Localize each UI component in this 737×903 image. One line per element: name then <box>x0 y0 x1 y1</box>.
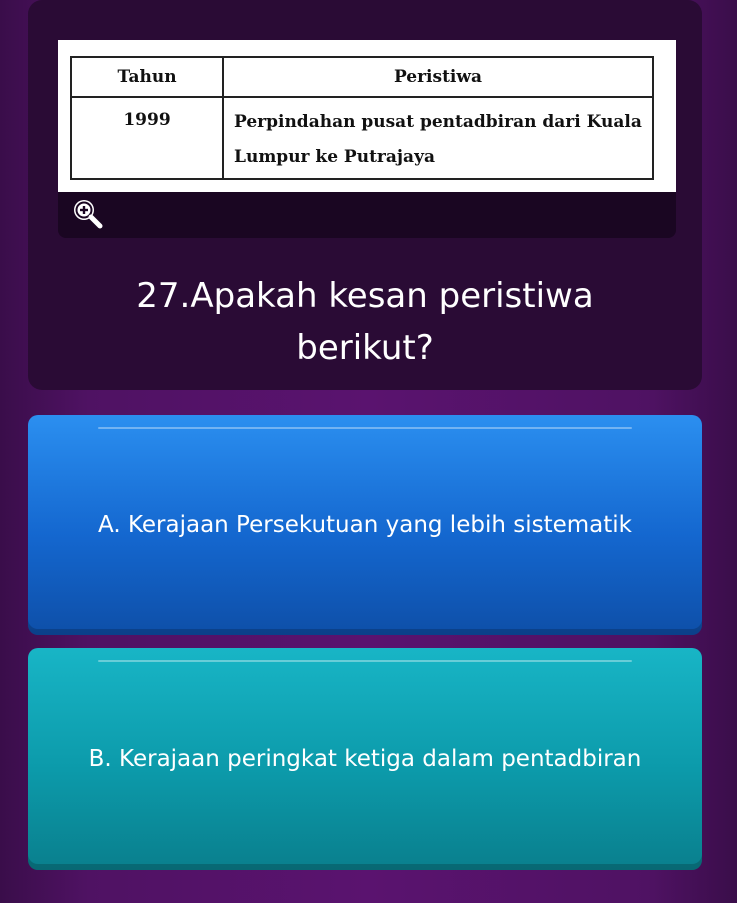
question-line-2: berikut? <box>296 328 434 368</box>
header-year: Tahun <box>71 57 223 97</box>
cell-year: 1999 <box>71 97 223 179</box>
cell-event <box>223 97 653 179</box>
answer-option-b[interactable] <box>28 648 702 870</box>
events-table <box>70 56 654 180</box>
cell-event-line-2: Lumpur ke Putrajaya <box>234 147 435 167</box>
header-event: Peristiwa <box>223 57 653 97</box>
answer-option-b-label: B. Kerajaan peringkat ketiga dalam pentadbiran <box>88 746 642 772</box>
cell-event-line-1: Perpindahan pusat pentadbiran dari Kuala <box>234 112 642 132</box>
zoom-in-icon[interactable] <box>70 196 104 230</box>
question-line-1: 27.Apakah kesan peristiwa <box>136 276 594 316</box>
answer-option-a[interactable] <box>28 415 702 635</box>
table-header-row <box>71 57 653 97</box>
table-row <box>71 97 653 179</box>
question-image <box>58 40 676 192</box>
question-text <box>28 270 702 374</box>
answer-option-a-label: A. Kerajaan Persekutuan yang lebih sistematik <box>98 512 632 538</box>
question-image-panel <box>58 40 676 238</box>
